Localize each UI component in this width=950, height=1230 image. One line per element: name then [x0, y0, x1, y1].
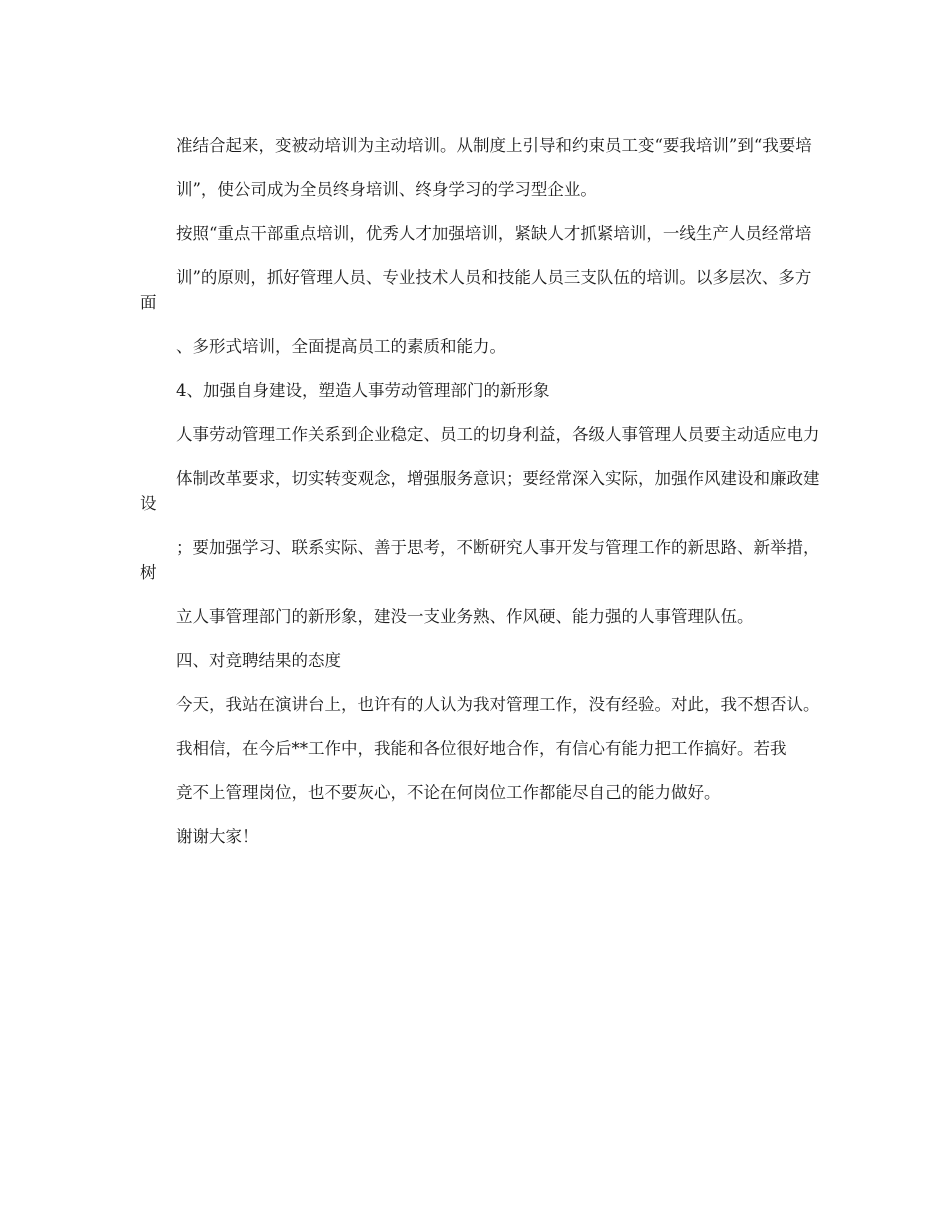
section-heading-four: 四、对竞聘结果的态度	[176, 651, 341, 670]
paragraph-12: 今天，我站在演讲台上，也许有的人认为我对管理工作，没有经验。对此，我不想否认。	[176, 695, 820, 714]
section-heading-4: 4、加强自身建设，塑造人事劳动管理部门的新形象	[176, 381, 550, 400]
paragraph-3: 按照“重点干部重点培训，优秀人才加强培训，紧缺人才抓紧培训，一线生产人员经常培	[176, 224, 812, 243]
paragraph-7: 人事劳动管理工作关系到企业稳定、员工的切身利益，各级人事管理人员要主动适应电力	[176, 425, 820, 444]
paragraph-2: 训”，使公司成为全员终身培训、终身学习的学习型企业。	[176, 180, 597, 199]
document-body	[140, 133, 820, 868]
paragraph-10: 立人事管理部门的新形象，建没一支业务熟、作风硬、能力强的人事管理队伍。	[176, 607, 754, 626]
paragraph-9: ；要加强学习、联系实际、善于思考，不断研究人事开发与管理工作的新思路、新举措，树	[140, 538, 820, 582]
closing-thanks: 谢谢大家！	[176, 827, 259, 846]
paragraph-1: 准结合起来，变被动培训为主动培训。从制度上引导和约束员工变“要我培训”到“我要培	[176, 136, 812, 155]
paragraph-14: 竞不上管理岗位，也不要灰心，不论在何岗位工作都能尽自己的能力做好。	[176, 783, 721, 802]
paragraph-13: 我相信，在今后**工作中，我能和各位很好地合作，有信心有能力把工作搞好。若我	[176, 739, 787, 758]
paragraph-4: 训”的原则，抓好管理人员、专业技术人员和技能人员三支队伍的培训。以多层次、多方面	[140, 268, 812, 312]
paragraph-5: 、多形式培训，全面提高员工的素质和能力。	[176, 337, 506, 356]
paragraph-8: 体制改革要求，切实转变观念，增强服务意识；要经常深入实际，加强作风建设和廉政建设	[140, 469, 820, 513]
